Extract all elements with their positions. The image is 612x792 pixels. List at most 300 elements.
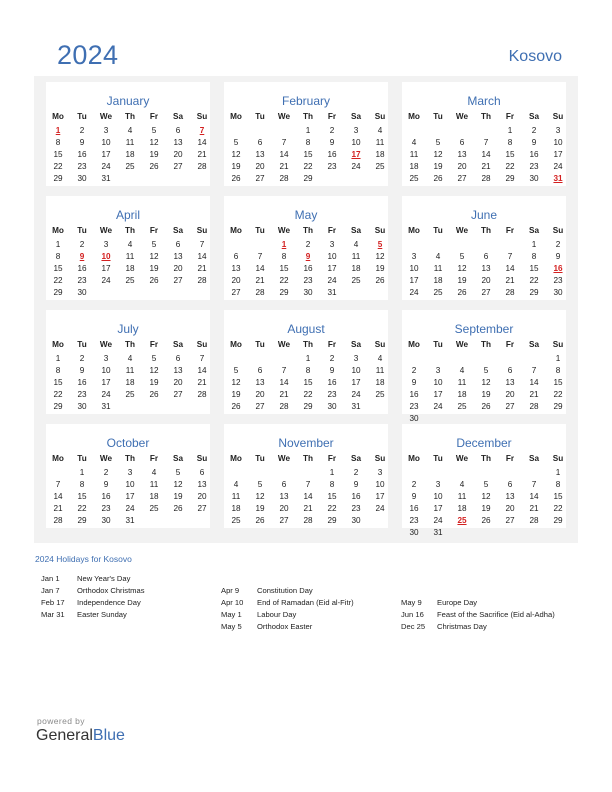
day-cell: 19 — [149, 264, 159, 273]
day-cell: 22 — [505, 162, 515, 171]
holiday-row — [41, 610, 221, 622]
day-cell: 28 — [529, 402, 539, 411]
day-cell: 27 — [505, 402, 515, 411]
holiday-name: Europe Day — [437, 598, 478, 607]
day-cell: 5 — [257, 480, 263, 489]
holiday-day: 31 — [553, 174, 563, 183]
month-september — [402, 310, 566, 423]
weekday-header: We — [99, 226, 113, 235]
day-cell: 14 — [481, 150, 491, 159]
day-cell: 4 — [127, 126, 133, 135]
weekday-header: We — [99, 340, 113, 349]
day-cell: 17 — [409, 276, 419, 285]
day-cell: 24 — [351, 162, 361, 171]
day-cell: 6 — [233, 252, 239, 261]
day-cell: 7 — [257, 252, 263, 261]
weekday-header: Fr — [505, 454, 515, 463]
day-cell: 13 — [173, 252, 183, 261]
day-cell: 25 — [351, 276, 361, 285]
day-cell: 6 — [175, 126, 181, 135]
day-cell: 18 — [125, 150, 135, 159]
weekday-header: Mo — [408, 454, 420, 463]
holiday-date: Mar 31 — [41, 610, 65, 619]
holiday-date: May 5 — [221, 622, 242, 631]
day-cell: 19 — [149, 378, 159, 387]
day-cell: 14 — [197, 252, 207, 261]
weekday-header: Su — [374, 226, 386, 235]
day-cell: 29 — [303, 402, 313, 411]
holidays-title: 2024 Holidays for Kosovo — [35, 554, 132, 564]
day-cell: 22 — [77, 504, 87, 513]
holiday-row — [401, 622, 581, 634]
day-cell: 5 — [233, 138, 239, 147]
day-cell: 6 — [483, 252, 489, 261]
holiday-row — [401, 598, 581, 610]
month-name: May — [294, 208, 318, 222]
weekday-header: Fr — [327, 112, 337, 121]
day-cell: 30 — [409, 528, 419, 537]
day-cell: 13 — [505, 492, 515, 501]
brand-logo[interactable] — [36, 727, 125, 745]
weekday-header: Th — [480, 340, 491, 349]
day-cell: 19 — [173, 492, 183, 501]
day-cell: 18 — [351, 264, 361, 273]
weekday-header: Fr — [505, 112, 515, 121]
day-cell: 22 — [53, 276, 63, 285]
weekday-header: Tu — [255, 340, 265, 349]
day-cell: 26 — [149, 276, 159, 285]
day-cell: 2 — [411, 480, 417, 489]
weekday-header: We — [277, 340, 291, 349]
weekday-header: Mo — [52, 454, 64, 463]
day-cell: 21 — [481, 162, 491, 171]
day-cell: 23 — [77, 276, 87, 285]
weekday-header: Tu — [433, 340, 443, 349]
weekday-header: Fr — [149, 340, 159, 349]
day-cell: 25 — [433, 288, 443, 297]
day-cell: 26 — [173, 504, 183, 513]
day-cell: 27 — [197, 504, 207, 513]
weekday-header: We — [277, 112, 291, 121]
day-cell: 22 — [529, 276, 539, 285]
weekday-header: Fr — [327, 454, 337, 463]
day-cell: 7 — [531, 480, 537, 489]
day-cell: 11 — [375, 138, 385, 147]
day-cell: 30 — [77, 174, 87, 183]
day-cell: 11 — [125, 366, 135, 375]
day-cell: 23 — [77, 162, 87, 171]
day-cell: 1 — [55, 240, 61, 249]
holiday-column — [41, 574, 221, 622]
day-cell: 25 — [375, 162, 385, 171]
day-cell: 30 — [77, 288, 87, 297]
weekday-header: Tu — [77, 454, 87, 463]
day-cell: 13 — [231, 264, 241, 273]
day-cell: 6 — [257, 138, 263, 147]
day-cell: 14 — [529, 378, 539, 387]
month-october — [46, 424, 210, 528]
holiday-name: Constitution Day — [257, 586, 313, 595]
holiday-name: Independence Day — [77, 598, 141, 607]
day-cell: 14 — [279, 150, 289, 159]
day-cell: 25 — [125, 276, 135, 285]
day-cell: 21 — [505, 276, 515, 285]
weekday-header: Sa — [172, 112, 183, 121]
month-name: April — [115, 208, 140, 222]
day-cell: 15 — [553, 492, 563, 501]
day-cell: 23 — [327, 162, 337, 171]
holiday-day: 9 — [305, 252, 311, 261]
day-cell: 1 — [55, 354, 61, 363]
weekday-header: Tu — [77, 112, 87, 121]
month-name: January — [106, 94, 150, 108]
weekday-header: Mo — [52, 112, 64, 121]
day-cell: 25 — [149, 504, 159, 513]
weekday-header: Fr — [327, 226, 337, 235]
day-cell: 29 — [279, 288, 289, 297]
day-cell: 10 — [327, 252, 337, 261]
holiday-day: 25 — [457, 516, 467, 525]
day-cell: 19 — [255, 504, 265, 513]
day-cell: 2 — [79, 240, 85, 249]
day-cell: 2 — [411, 366, 417, 375]
holiday-day: 7 — [199, 126, 205, 135]
day-cell: 15 — [529, 264, 539, 273]
weekday-header: Sa — [528, 340, 539, 349]
weekday-header: Su — [196, 454, 208, 463]
day-cell: 6 — [281, 480, 287, 489]
weekday-header: Fr — [505, 226, 515, 235]
holiday-date: Jan 7 — [41, 586, 60, 595]
day-cell: 11 — [457, 378, 467, 387]
day-cell: 24 — [101, 162, 111, 171]
weekday-header: Su — [552, 340, 564, 349]
day-cell: 14 — [197, 138, 207, 147]
day-cell: 19 — [433, 162, 443, 171]
day-cell: 29 — [53, 402, 63, 411]
weekday-header: Th — [480, 226, 491, 235]
day-cell: 17 — [101, 378, 111, 387]
weekday-header: Fr — [149, 454, 159, 463]
day-cell: 9 — [411, 378, 417, 387]
day-cell: 14 — [197, 366, 207, 375]
day-cell: 31 — [101, 402, 111, 411]
day-cell: 31 — [101, 174, 111, 183]
day-cell: 22 — [327, 504, 337, 513]
holiday-date: Dec 25 — [401, 622, 426, 631]
day-cell: 26 — [457, 288, 467, 297]
weekday-header: We — [455, 112, 469, 121]
holiday-date: Feb 17 — [41, 598, 65, 607]
weekday-header: Mo — [230, 454, 242, 463]
holiday-day: 10 — [101, 252, 111, 261]
weekday-header: We — [99, 454, 113, 463]
day-cell: 2 — [79, 354, 85, 363]
weekday-header: Sa — [528, 226, 539, 235]
day-cell: 25 — [231, 516, 241, 525]
day-cell: 1 — [79, 468, 85, 477]
day-cell: 18 — [125, 264, 135, 273]
holiday-day: 9 — [79, 252, 85, 261]
day-cell: 11 — [125, 138, 135, 147]
day-cell: 24 — [125, 504, 135, 513]
day-cell: 23 — [351, 504, 361, 513]
month-name: March — [467, 94, 501, 108]
day-cell: 3 — [353, 126, 359, 135]
day-cell: 19 — [149, 150, 159, 159]
day-cell: 30 — [101, 516, 111, 525]
day-cell: 10 — [101, 138, 111, 147]
day-cell: 7 — [483, 138, 489, 147]
weekday-header: Sa — [528, 112, 539, 121]
weekday-header: Mo — [52, 226, 64, 235]
holiday-name: Easter Sunday — [77, 610, 127, 619]
day-cell: 28 — [303, 516, 313, 525]
day-cell: 6 — [507, 480, 513, 489]
day-cell: 19 — [481, 504, 491, 513]
day-cell: 21 — [197, 378, 207, 387]
day-cell: 13 — [173, 366, 183, 375]
day-cell: 24 — [327, 276, 337, 285]
day-cell: 11 — [351, 252, 361, 261]
day-cell: 24 — [351, 390, 361, 399]
weekday-header: Sa — [350, 340, 361, 349]
day-cell: 1 — [305, 354, 311, 363]
day-cell: 13 — [481, 264, 491, 273]
day-cell: 18 — [457, 504, 467, 513]
day-cell: 22 — [553, 390, 563, 399]
weekday-header: Th — [480, 112, 491, 121]
day-cell: 14 — [279, 378, 289, 387]
day-cell: 1 — [555, 468, 561, 477]
weekday-header: Th — [302, 454, 313, 463]
day-cell: 2 — [555, 240, 561, 249]
weekday-header: We — [455, 226, 469, 235]
day-cell: 8 — [531, 252, 537, 261]
day-cell: 3 — [435, 480, 441, 489]
weekday-header: Fr — [327, 340, 337, 349]
day-cell: 17 — [351, 378, 361, 387]
holiday-row — [41, 574, 221, 586]
day-cell: 11 — [231, 492, 241, 501]
weekday-header: Su — [374, 112, 386, 121]
holiday-row — [221, 598, 401, 610]
day-cell: 20 — [505, 504, 515, 513]
weekday-header: Th — [124, 226, 135, 235]
day-cell: 26 — [375, 276, 385, 285]
brand-blue: Blue — [92, 727, 125, 744]
day-cell: 16 — [101, 492, 111, 501]
day-cell: 9 — [103, 480, 109, 489]
day-cell: 3 — [555, 126, 561, 135]
day-cell: 26 — [231, 174, 241, 183]
day-cell: 26 — [433, 174, 443, 183]
day-cell: 28 — [197, 162, 207, 171]
day-cell: 6 — [199, 468, 205, 477]
day-cell: 1 — [555, 354, 561, 363]
weekday-header: Mo — [408, 112, 420, 121]
holiday-name: Christmas Day — [437, 622, 487, 631]
day-cell: 23 — [409, 516, 419, 525]
day-cell: 9 — [329, 138, 335, 147]
day-cell: 5 — [175, 468, 181, 477]
day-cell: 15 — [53, 378, 63, 387]
month-july — [46, 310, 210, 414]
day-cell: 2 — [305, 240, 311, 249]
day-cell: 12 — [149, 366, 159, 375]
day-cell: 21 — [279, 162, 289, 171]
day-cell: 14 — [255, 264, 265, 273]
day-cell: 12 — [433, 150, 443, 159]
day-cell: 25 — [125, 162, 135, 171]
day-cell: 26 — [481, 516, 491, 525]
weekday-header: Su — [196, 112, 208, 121]
day-cell: 23 — [529, 162, 539, 171]
day-cell: 8 — [507, 138, 513, 147]
day-cell: 19 — [375, 264, 385, 273]
day-cell: 16 — [327, 150, 337, 159]
day-cell: 6 — [175, 240, 181, 249]
day-cell: 4 — [377, 126, 383, 135]
day-cell: 11 — [433, 264, 443, 273]
day-cell: 13 — [173, 138, 183, 147]
day-cell: 30 — [409, 414, 419, 423]
day-cell: 5 — [151, 126, 157, 135]
holiday-day: 17 — [351, 150, 361, 159]
holiday-date: May 1 — [221, 610, 242, 619]
day-cell: 27 — [173, 162, 183, 171]
day-cell: 7 — [199, 240, 205, 249]
weekday-header: Sa — [172, 226, 183, 235]
month-name: November — [278, 436, 334, 450]
day-cell: 20 — [231, 276, 241, 285]
day-cell: 18 — [375, 378, 385, 387]
weekday-header: Mo — [52, 340, 64, 349]
day-cell: 1 — [329, 468, 335, 477]
calendar-grid — [34, 76, 578, 543]
day-cell: 1 — [507, 126, 513, 135]
weekday-header: Su — [552, 454, 564, 463]
weekday-header: Su — [552, 226, 564, 235]
day-cell: 23 — [303, 276, 313, 285]
day-cell: 10 — [375, 480, 385, 489]
holiday-row — [221, 610, 401, 622]
day-cell: 29 — [53, 174, 63, 183]
day-cell: 24 — [409, 288, 419, 297]
day-cell: 17 — [553, 150, 563, 159]
day-cell: 29 — [553, 516, 563, 525]
weekday-header: Su — [552, 112, 564, 121]
weekday-header: Tu — [433, 454, 443, 463]
day-cell: 30 — [553, 288, 563, 297]
day-cell: 18 — [149, 492, 159, 501]
day-cell: 30 — [327, 402, 337, 411]
day-cell: 6 — [459, 138, 465, 147]
day-cell: 9 — [79, 366, 85, 375]
day-cell: 11 — [125, 252, 135, 261]
weekday-header: Sa — [172, 340, 183, 349]
weekday-header: We — [455, 454, 469, 463]
day-cell: 3 — [103, 240, 109, 249]
day-cell: 3 — [329, 240, 335, 249]
day-cell: 27 — [457, 174, 467, 183]
weekday-header: Mo — [230, 112, 242, 121]
day-cell: 8 — [329, 480, 335, 489]
day-cell: 10 — [433, 378, 443, 387]
day-cell: 30 — [529, 174, 539, 183]
day-cell: 13 — [255, 150, 265, 159]
day-cell: 13 — [457, 150, 467, 159]
day-cell: 21 — [197, 264, 207, 273]
day-cell: 25 — [125, 390, 135, 399]
weekday-header: Tu — [255, 226, 265, 235]
day-cell: 7 — [507, 252, 513, 261]
weekday-header: Th — [480, 454, 491, 463]
day-cell: 16 — [77, 264, 87, 273]
day-cell: 3 — [127, 468, 133, 477]
day-cell: 3 — [377, 468, 383, 477]
day-cell: 29 — [327, 516, 337, 525]
weekday-header: Sa — [350, 226, 361, 235]
day-cell: 7 — [305, 480, 311, 489]
day-cell: 21 — [529, 504, 539, 513]
day-cell: 8 — [281, 252, 287, 261]
day-cell: 8 — [79, 480, 85, 489]
weekday-header: Fr — [505, 340, 515, 349]
day-cell: 19 — [231, 390, 241, 399]
day-cell: 3 — [103, 354, 109, 363]
day-cell: 2 — [329, 126, 335, 135]
day-cell: 24 — [101, 390, 111, 399]
month-june — [402, 196, 566, 300]
month-april — [46, 196, 210, 300]
day-cell: 22 — [553, 504, 563, 513]
day-cell: 24 — [375, 504, 385, 513]
day-cell: 1 — [305, 126, 311, 135]
day-cell: 12 — [149, 138, 159, 147]
day-cell: 24 — [553, 162, 563, 171]
day-cell: 31 — [327, 288, 337, 297]
day-cell: 9 — [329, 366, 335, 375]
day-cell: 21 — [303, 504, 313, 513]
day-cell: 9 — [555, 252, 561, 261]
day-cell: 8 — [305, 366, 311, 375]
weekday-header: Th — [124, 454, 135, 463]
weekday-header: We — [277, 454, 291, 463]
month-august — [224, 310, 388, 414]
day-cell: 5 — [483, 366, 489, 375]
holiday-column — [401, 598, 581, 634]
holiday-name: Labour Day — [257, 610, 297, 619]
holiday-name: End of Ramadan (Eid al-Fitr) — [257, 598, 354, 607]
holiday-day: 1 — [55, 126, 61, 135]
day-cell: 15 — [53, 264, 63, 273]
day-cell: 26 — [481, 402, 491, 411]
day-cell: 17 — [125, 492, 135, 501]
day-cell: 27 — [255, 174, 265, 183]
day-cell: 28 — [197, 276, 207, 285]
weekday-header: Sa — [350, 454, 361, 463]
day-cell: 3 — [103, 126, 109, 135]
day-cell: 14 — [53, 492, 63, 501]
day-cell: 5 — [459, 252, 465, 261]
day-cell: 4 — [435, 252, 441, 261]
day-cell: 2 — [531, 126, 537, 135]
day-cell: 9 — [531, 138, 537, 147]
day-cell: 7 — [531, 366, 537, 375]
day-cell: 30 — [351, 516, 361, 525]
day-cell: 18 — [457, 390, 467, 399]
